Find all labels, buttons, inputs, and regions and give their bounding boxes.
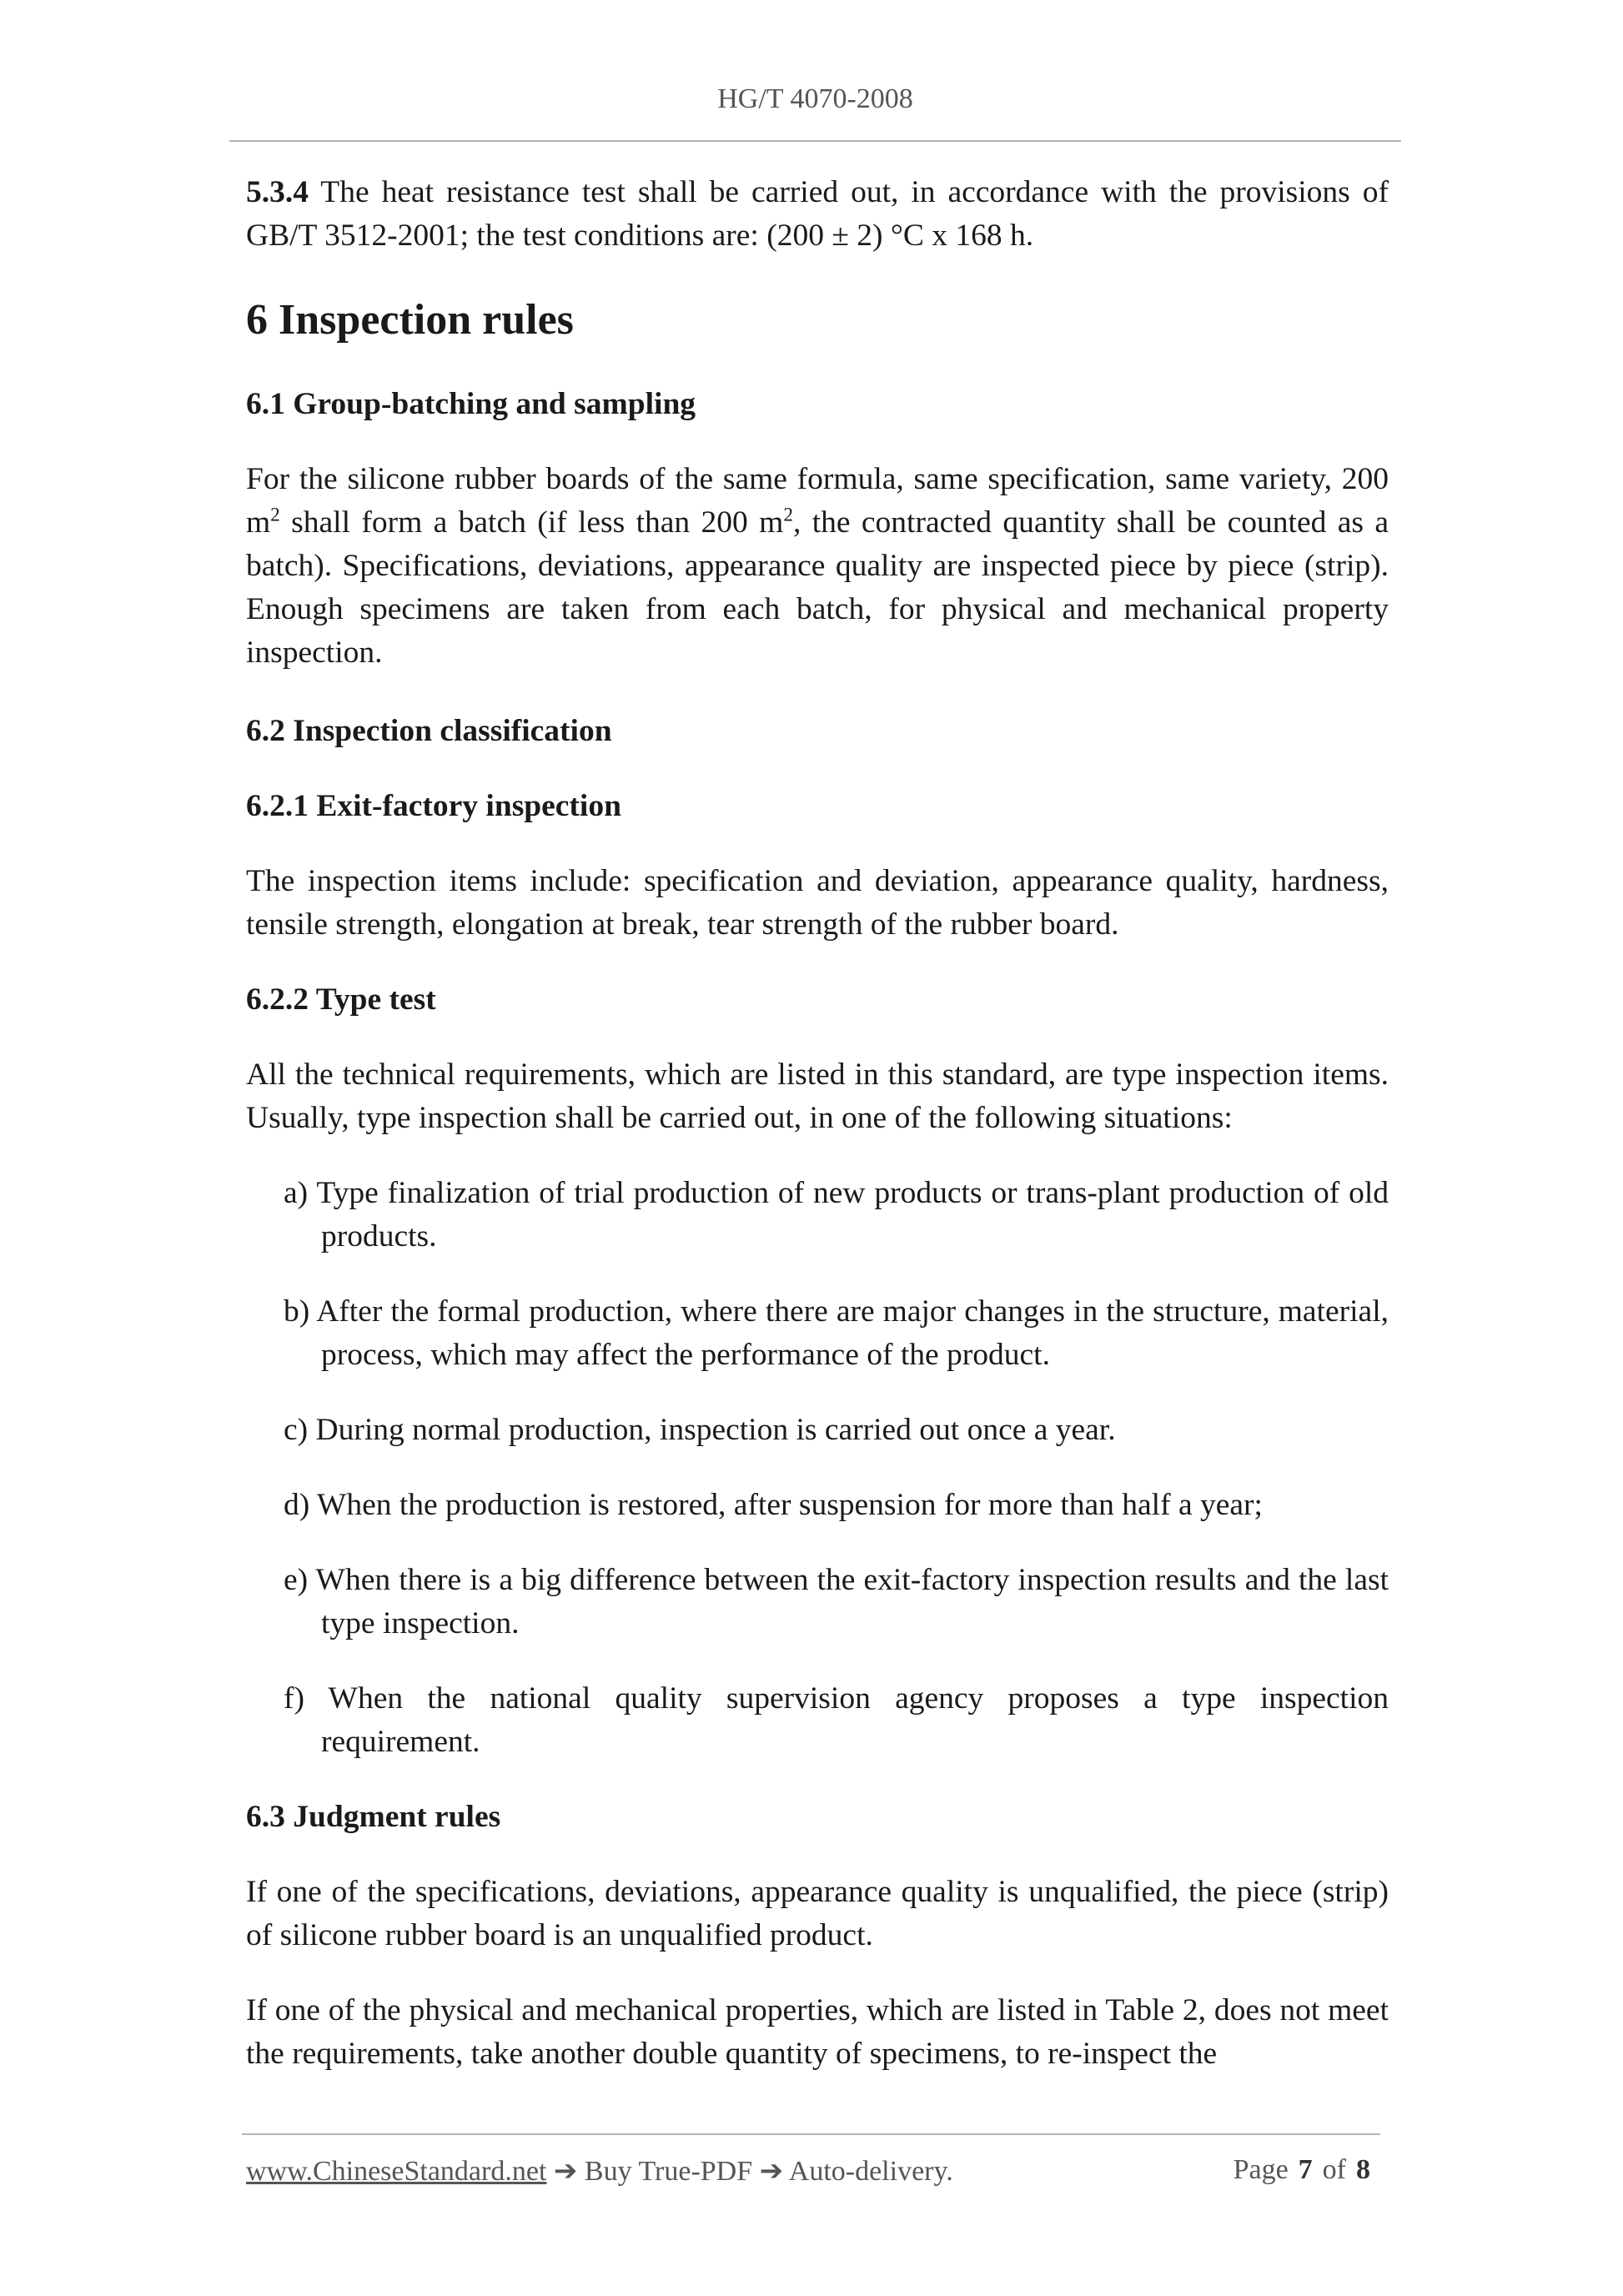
clause-5-3-4: [246, 171, 1389, 258]
website-link[interactable]: www.ChineseStandard.net: [246, 2156, 547, 2187]
list-item: a) Type finalization of trial production of new products or trans-plant production of old products.: [284, 1176, 1389, 1254]
list-item: f) When the national quality supervision agency proposes a type inspection requirement.: [284, 1681, 1389, 1759]
buy-text: Buy True-PDF: [584, 2156, 753, 2187]
section-6-2-1-heading: 6.2.1 Exit-factory inspection: [246, 789, 621, 823]
section-6-2-1-paragraph: The inspection items include: specification and deviation, appearance quality, hardness, tensile strength, elongation at break, tear strength of the rubber board.: [246, 864, 1389, 942]
section-6-1-heading: 6.1 Group-batching and sampling: [246, 387, 696, 421]
clause-number: 5.3.4: [246, 175, 309, 209]
section-6-2-heading: 6.2 Inspection classification: [246, 714, 612, 748]
current-page: 7: [1298, 2154, 1313, 2185]
arrow-right-icon: ➔: [759, 2156, 784, 2187]
section-6-heading: 6 Inspection rules: [246, 296, 574, 344]
section-6-3-paragraph-2: If one of the physical and mechanical properties, which are listed in Table 2, does not meet the requirements, take another double quantity of specimens, to re-inspect the: [246, 1993, 1389, 2071]
superscript: 2: [270, 504, 280, 526]
section-6-3-heading: 6.3 Judgment rules: [246, 1800, 501, 1834]
page-body: [246, 171, 1389, 2076]
footer-divider: [242, 2133, 1380, 2135]
list-item: d) When the production is restored, after suspension for more than half a year;: [284, 1488, 1263, 1522]
list-item: e) When there is a big difference between the exit-factory inspection results and the last type inspection.: [284, 1563, 1389, 1640]
running-header: HG/T 4070-2008: [717, 83, 913, 114]
section-6-3-paragraph-1: If one of the specifications, deviations, appearance quality is unqualified, the piece (strip) of silicone rubber board is an unqualified product.: [246, 1875, 1389, 1952]
section-6-1-paragraph: For the silicone rubber boards of the same formula, same specification, same variety, 200 $m^2$ shall form a batch (if less than 200 $m^2$, the contracted quantity shall be counted as a batch). Specifications, deviations, appearance quality are inspected piece by piece (strip). Enough specimens are taken from each batch, for physical and mechanical property inspection.: [246, 462, 1389, 670]
header-divider: [229, 140, 1401, 142]
arrow-right-icon: ➔: [553, 2156, 578, 2187]
superscript: 2: [783, 504, 793, 526]
list-item: c) During normal production, inspection is carried out once a year.: [284, 1413, 1116, 1447]
page-footer: [246, 2154, 1380, 2188]
delivery-text: Auto-delivery.: [788, 2156, 953, 2187]
footer-promo: [246, 2154, 953, 2188]
list-item: b) After the formal production, where there are major changes in the structure, material, process, which may affect the performance of the product.: [284, 1294, 1389, 1372]
clause-text: The heat resistance test shall be carried out, in accordance with the provisions of GB/T 3512-2001; the test conditions are: (200 ± 2) °C x 168 h.: [246, 175, 1389, 253]
section-6-2-2-heading: 6.2.2 Type test: [246, 982, 436, 1017]
total-pages: 8: [1356, 2154, 1370, 2185]
page-indicator: Page 7 of 8: [1233, 2154, 1370, 2185]
section-6-2-2-intro: All the technical requirements, which are listed in this standard, are type inspection items. Usually, type inspection shall be carried out, in one of the following situations:: [246, 1058, 1389, 1135]
